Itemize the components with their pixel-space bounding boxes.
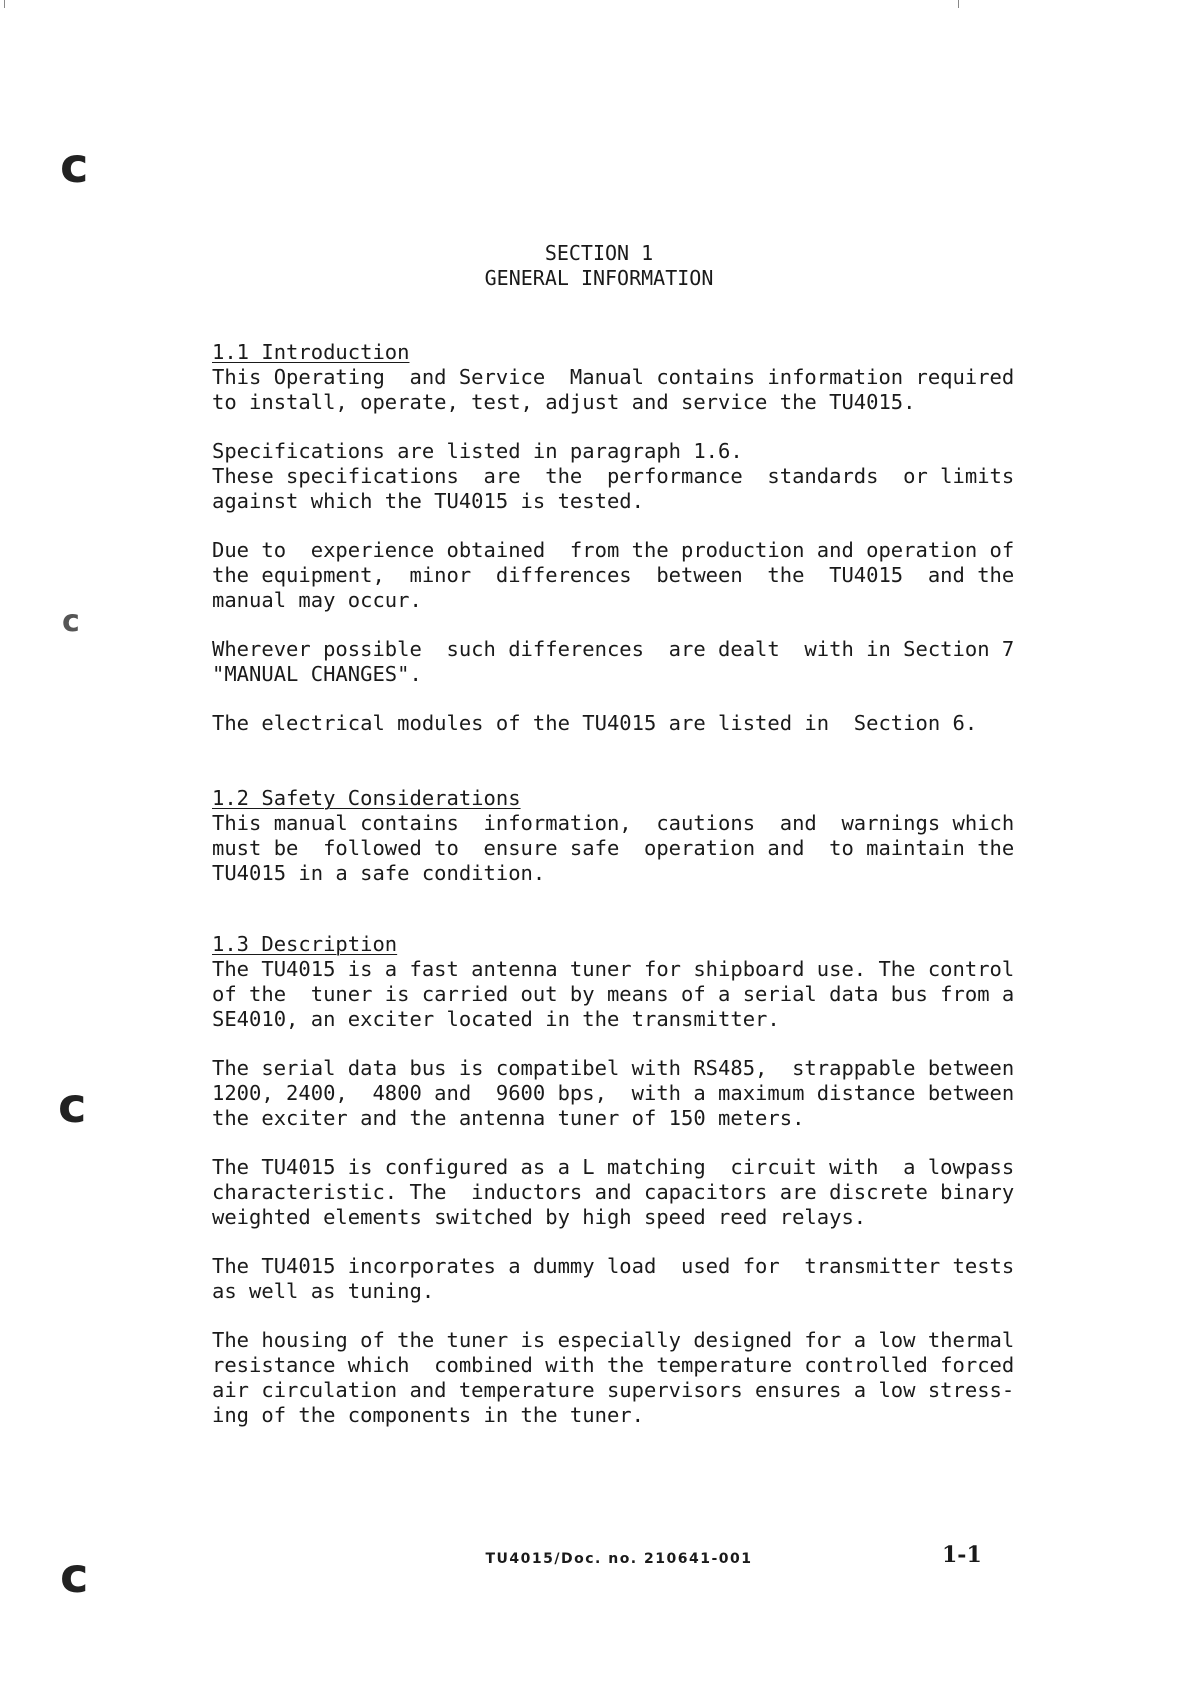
punch-mark-4: c: [60, 1548, 89, 1604]
paragraph: The TU4015 incorporates a dummy load used for transmitter tests as well as tuning.: [212, 1254, 1015, 1303]
punch-mark-3: c: [58, 1078, 87, 1134]
paragraph: Due to experience obtained from the production and operation of the equipment, minor differences between the TU4015 and the manual may occur.: [212, 538, 1015, 612]
paragraph: This Operating and Service Manual contains information required to install, operate, test, adjust and service the TU4015.: [212, 365, 1015, 414]
subsection-description: [212, 932, 1015, 1428]
subsection-heading: 1.2 Safety Considerations: [212, 786, 521, 810]
scan-tick-left: [4, 0, 5, 8]
paragraph: The housing of the tuner is especially designed for a low thermal resistance which combined with the temperature controlled forced air circulation and temperature supervisors ensures a low stress- ing of the components in the tuner.: [212, 1328, 1015, 1427]
punch-mark-1: c: [60, 138, 89, 194]
paragraph: The TU4015 is configured as a L matching circuit with a lowpass characteristic. The inductors and capacitors are discrete binary weighted elements switched by high speed reed relays.: [212, 1155, 1015, 1229]
paragraph: The TU4015 is a fast antenna tuner for shipboard use. The control of the tuner is carried out by means of a serial data bus from a SE4010, an exciter located in the transmitter.: [212, 957, 1015, 1031]
paragraph: This manual contains information, cautions and warnings which must be followed to ensure safe operation and to maintain the TU4015 in a safe condition.: [212, 811, 1015, 885]
paragraph: The serial data bus is compatibel with RS485, strappable between 1200, 2400, 4800 and 9600 bps, with a maximum distance between the exciter and the antenna tuner of 150 meters.: [212, 1056, 1015, 1130]
scan-tick-right: [958, 0, 959, 8]
page-number: 1-1: [942, 1542, 982, 1568]
subsection-safety: [212, 786, 1015, 886]
section-number: SECTION 1: [544, 241, 654, 265]
paragraph: The electrical modules of the TU4015 are listed in Section 6.: [212, 711, 978, 735]
footer-document-reference: TU4015/Doc. no. 210641-001: [485, 1551, 753, 1567]
subsection-heading: 1.1 Introduction: [212, 340, 410, 364]
subsection-heading: 1.3 Description: [212, 932, 398, 956]
section-title: GENERAL INFORMATION: [484, 266, 714, 290]
punch-mark-2: c: [62, 604, 80, 639]
paragraph: Specifications are listed in paragraph 1.6. These specifications are the performance standards or limits against which the TU4015 is tested.: [212, 439, 1015, 513]
subsection-intro: [212, 340, 1015, 736]
paragraph: Wherever possible such differences are dealt with in Section 7 "MANUAL CHANGES".: [212, 637, 1015, 686]
